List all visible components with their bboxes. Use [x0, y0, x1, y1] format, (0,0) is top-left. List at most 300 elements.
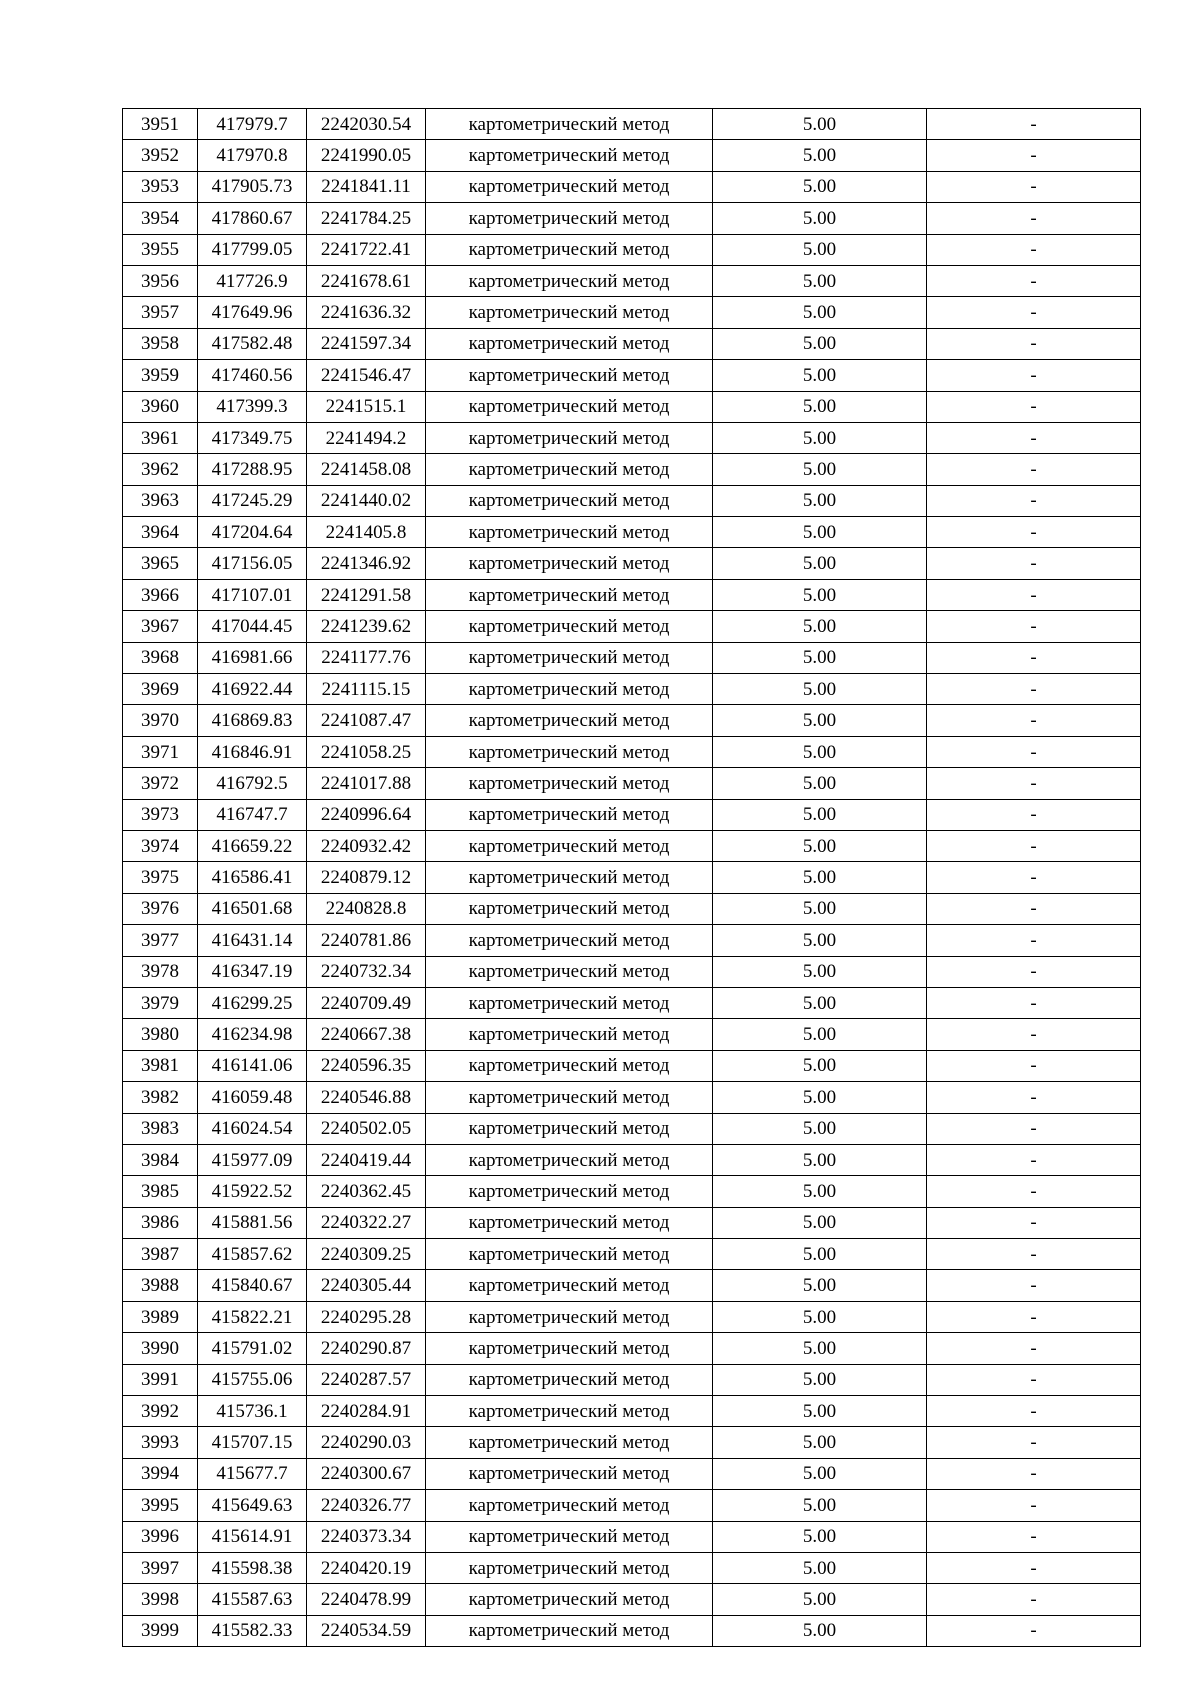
- accuracy-cell: 5.00: [713, 736, 927, 767]
- x-coordinate-cell: 417979.7: [198, 109, 307, 140]
- coordinates-table-body: [123, 109, 1141, 1647]
- table-row: [123, 862, 1141, 893]
- table-row: [123, 674, 1141, 705]
- table-row: [123, 830, 1141, 861]
- point-number-cell: 3962: [123, 454, 198, 485]
- x-coordinate-cell: 416024.54: [198, 1113, 307, 1144]
- method-cell: картометрический метод: [426, 1301, 713, 1332]
- method-cell: картометрический метод: [426, 1584, 713, 1615]
- table-row: [123, 422, 1141, 453]
- description-cell: -: [927, 391, 1141, 422]
- x-coordinate-cell: 415677.7: [198, 1458, 307, 1489]
- x-coordinate-cell: 416846.91: [198, 736, 307, 767]
- description-cell: -: [927, 642, 1141, 673]
- y-coordinate-cell: 2240305.44: [307, 1270, 426, 1301]
- method-cell: картометрический метод: [426, 1082, 713, 1113]
- description-cell: -: [927, 579, 1141, 610]
- description-cell: -: [927, 1176, 1141, 1207]
- method-cell: картометрический метод: [426, 297, 713, 328]
- x-coordinate-cell: 417288.95: [198, 454, 307, 485]
- point-number-cell: 3972: [123, 768, 198, 799]
- description-cell: -: [927, 674, 1141, 705]
- y-coordinate-cell: 2241087.47: [307, 705, 426, 736]
- accuracy-cell: 5.00: [713, 1207, 927, 1238]
- table-row: [123, 799, 1141, 830]
- point-number-cell: 3965: [123, 548, 198, 579]
- y-coordinate-cell: 2240295.28: [307, 1301, 426, 1332]
- accuracy-cell: 5.00: [713, 1270, 927, 1301]
- point-number-cell: 3956: [123, 265, 198, 296]
- accuracy-cell: 5.00: [713, 1584, 927, 1615]
- x-coordinate-cell: 416747.7: [198, 799, 307, 830]
- y-coordinate-cell: 2241405.8: [307, 517, 426, 548]
- method-cell: картометрический метод: [426, 862, 713, 893]
- accuracy-cell: 5.00: [713, 171, 927, 202]
- table-row: [123, 1584, 1141, 1615]
- description-cell: -: [927, 768, 1141, 799]
- method-cell: картометрический метод: [426, 265, 713, 296]
- point-number-cell: 3961: [123, 422, 198, 453]
- description-cell: -: [927, 203, 1141, 234]
- table-row: [123, 454, 1141, 485]
- method-cell: картометрический метод: [426, 203, 713, 234]
- method-cell: картометрический метод: [426, 987, 713, 1018]
- method-cell: картометрический метод: [426, 1019, 713, 1050]
- accuracy-cell: 5.00: [713, 140, 927, 171]
- y-coordinate-cell: 2240322.27: [307, 1207, 426, 1238]
- x-coordinate-cell: 416431.14: [198, 925, 307, 956]
- table-row: [123, 1458, 1141, 1489]
- x-coordinate-cell: 417245.29: [198, 485, 307, 516]
- point-number-cell: 3998: [123, 1584, 198, 1615]
- y-coordinate-cell: 2240932.42: [307, 830, 426, 861]
- y-coordinate-cell: 2240373.34: [307, 1521, 426, 1552]
- point-number-cell: 3967: [123, 611, 198, 642]
- x-coordinate-cell: 417905.73: [198, 171, 307, 202]
- accuracy-cell: 5.00: [713, 360, 927, 391]
- description-cell: -: [927, 1490, 1141, 1521]
- accuracy-cell: 5.00: [713, 1176, 927, 1207]
- table-row: [123, 1521, 1141, 1552]
- x-coordinate-cell: 415977.09: [198, 1144, 307, 1175]
- accuracy-cell: 5.00: [713, 391, 927, 422]
- description-cell: -: [927, 140, 1141, 171]
- point-number-cell: 3994: [123, 1458, 198, 1489]
- accuracy-cell: 5.00: [713, 1301, 927, 1332]
- accuracy-cell: 5.00: [713, 642, 927, 673]
- description-cell: -: [927, 987, 1141, 1018]
- y-coordinate-cell: 2240287.57: [307, 1364, 426, 1395]
- x-coordinate-cell: 415707.15: [198, 1427, 307, 1458]
- description-cell: -: [927, 454, 1141, 485]
- accuracy-cell: 5.00: [713, 1239, 927, 1270]
- table-row: [123, 328, 1141, 359]
- y-coordinate-cell: 2240596.35: [307, 1050, 426, 1081]
- table-row: [123, 987, 1141, 1018]
- method-cell: картометрический метод: [426, 391, 713, 422]
- point-number-cell: 3995: [123, 1490, 198, 1521]
- y-coordinate-cell: 2241017.88: [307, 768, 426, 799]
- x-coordinate-cell: 417582.48: [198, 328, 307, 359]
- accuracy-cell: 5.00: [713, 1458, 927, 1489]
- description-cell: -: [927, 1019, 1141, 1050]
- y-coordinate-cell: 2241239.62: [307, 611, 426, 642]
- point-number-cell: 3985: [123, 1176, 198, 1207]
- method-cell: картометрический метод: [426, 1521, 713, 1552]
- method-cell: картометрический метод: [426, 1333, 713, 1364]
- y-coordinate-cell: 2241458.08: [307, 454, 426, 485]
- description-cell: -: [927, 611, 1141, 642]
- x-coordinate-cell: 416981.66: [198, 642, 307, 673]
- description-cell: -: [927, 171, 1141, 202]
- table-row: [123, 297, 1141, 328]
- accuracy-cell: 5.00: [713, 422, 927, 453]
- x-coordinate-cell: 415582.33: [198, 1615, 307, 1646]
- y-coordinate-cell: 2240546.88: [307, 1082, 426, 1113]
- x-coordinate-cell: 415614.91: [198, 1521, 307, 1552]
- table-row: [123, 956, 1141, 987]
- y-coordinate-cell: 2241990.05: [307, 140, 426, 171]
- point-number-cell: 3974: [123, 830, 198, 861]
- point-number-cell: 3975: [123, 862, 198, 893]
- y-coordinate-cell: 2240732.34: [307, 956, 426, 987]
- x-coordinate-cell: 417726.9: [198, 265, 307, 296]
- x-coordinate-cell: 416586.41: [198, 862, 307, 893]
- accuracy-cell: 5.00: [713, 1427, 927, 1458]
- table-row: [123, 1333, 1141, 1364]
- y-coordinate-cell: 2241291.58: [307, 579, 426, 610]
- x-coordinate-cell: 415857.62: [198, 1239, 307, 1270]
- description-cell: -: [927, 736, 1141, 767]
- x-coordinate-cell: 415649.63: [198, 1490, 307, 1521]
- x-coordinate-cell: 416869.83: [198, 705, 307, 736]
- x-coordinate-cell: 417107.01: [198, 579, 307, 610]
- accuracy-cell: 5.00: [713, 1019, 927, 1050]
- x-coordinate-cell: 415922.52: [198, 1176, 307, 1207]
- table-row: [123, 1050, 1141, 1081]
- accuracy-cell: 5.00: [713, 611, 927, 642]
- x-coordinate-cell: 417156.05: [198, 548, 307, 579]
- method-cell: картометрический метод: [426, 1176, 713, 1207]
- table-row: [123, 109, 1141, 140]
- accuracy-cell: 5.00: [713, 1333, 927, 1364]
- y-coordinate-cell: 2241678.61: [307, 265, 426, 296]
- accuracy-cell: 5.00: [713, 674, 927, 705]
- y-coordinate-cell: 2241722.41: [307, 234, 426, 265]
- x-coordinate-cell: 417349.75: [198, 422, 307, 453]
- point-number-cell: 3991: [123, 1364, 198, 1395]
- description-cell: -: [927, 1521, 1141, 1552]
- x-coordinate-cell: 415881.56: [198, 1207, 307, 1238]
- description-cell: -: [927, 109, 1141, 140]
- y-coordinate-cell: 2241636.32: [307, 297, 426, 328]
- point-number-cell: 3951: [123, 109, 198, 140]
- method-cell: картометрический метод: [426, 422, 713, 453]
- method-cell: картометрический метод: [426, 925, 713, 956]
- description-cell: -: [927, 925, 1141, 956]
- description-cell: -: [927, 265, 1141, 296]
- table-row: [123, 391, 1141, 422]
- method-cell: картометрический метод: [426, 736, 713, 767]
- description-cell: -: [927, 862, 1141, 893]
- description-cell: -: [927, 1364, 1141, 1395]
- method-cell: картометрический метод: [426, 579, 713, 610]
- accuracy-cell: 5.00: [713, 1113, 927, 1144]
- y-coordinate-cell: 2240290.87: [307, 1333, 426, 1364]
- accuracy-cell: 5.00: [713, 485, 927, 516]
- y-coordinate-cell: 2242030.54: [307, 109, 426, 140]
- method-cell: картометрический метод: [426, 830, 713, 861]
- table-row: [123, 925, 1141, 956]
- point-number-cell: 3968: [123, 642, 198, 673]
- table-row: [123, 1552, 1141, 1583]
- accuracy-cell: 5.00: [713, 799, 927, 830]
- x-coordinate-cell: 415587.63: [198, 1584, 307, 1615]
- accuracy-cell: 5.00: [713, 1144, 927, 1175]
- point-number-cell: 3989: [123, 1301, 198, 1332]
- description-cell: -: [927, 360, 1141, 391]
- point-number-cell: 3953: [123, 171, 198, 202]
- table-row: [123, 1176, 1141, 1207]
- x-coordinate-cell: 415822.21: [198, 1301, 307, 1332]
- method-cell: картометрический метод: [426, 1490, 713, 1521]
- point-number-cell: 3971: [123, 736, 198, 767]
- method-cell: картометрический метод: [426, 768, 713, 799]
- method-cell: картометрический метод: [426, 674, 713, 705]
- table-row: [123, 893, 1141, 924]
- y-coordinate-cell: 2240309.25: [307, 1239, 426, 1270]
- x-coordinate-cell: 415598.38: [198, 1552, 307, 1583]
- method-cell: картометрический метод: [426, 611, 713, 642]
- y-coordinate-cell: 2240879.12: [307, 862, 426, 893]
- point-number-cell: 3984: [123, 1144, 198, 1175]
- x-coordinate-cell: 417044.45: [198, 611, 307, 642]
- method-cell: картометрический метод: [426, 893, 713, 924]
- description-cell: -: [927, 1239, 1141, 1270]
- table-row: [123, 265, 1141, 296]
- accuracy-cell: 5.00: [713, 925, 927, 956]
- method-cell: картометрический метод: [426, 1270, 713, 1301]
- point-number-cell: 3997: [123, 1552, 198, 1583]
- x-coordinate-cell: 416059.48: [198, 1082, 307, 1113]
- point-number-cell: 3970: [123, 705, 198, 736]
- method-cell: картометрический метод: [426, 328, 713, 359]
- accuracy-cell: 5.00: [713, 893, 927, 924]
- table-row: [123, 1490, 1141, 1521]
- description-cell: -: [927, 956, 1141, 987]
- table-row: [123, 360, 1141, 391]
- description-cell: -: [927, 1207, 1141, 1238]
- accuracy-cell: 5.00: [713, 862, 927, 893]
- table-row: [123, 1144, 1141, 1175]
- y-coordinate-cell: 2241597.34: [307, 328, 426, 359]
- y-coordinate-cell: 2240420.19: [307, 1552, 426, 1583]
- point-number-cell: 3952: [123, 140, 198, 171]
- accuracy-cell: 5.00: [713, 768, 927, 799]
- table-row: [123, 234, 1141, 265]
- table-row: [123, 768, 1141, 799]
- description-cell: -: [927, 1082, 1141, 1113]
- method-cell: картометрический метод: [426, 799, 713, 830]
- accuracy-cell: 5.00: [713, 830, 927, 861]
- table-row: [123, 1239, 1141, 1270]
- table-row: [123, 1427, 1141, 1458]
- x-coordinate-cell: 415840.67: [198, 1270, 307, 1301]
- accuracy-cell: 5.00: [713, 579, 927, 610]
- method-cell: картометрический метод: [426, 1207, 713, 1238]
- point-number-cell: 3983: [123, 1113, 198, 1144]
- point-number-cell: 3954: [123, 203, 198, 234]
- description-cell: -: [927, 234, 1141, 265]
- y-coordinate-cell: 2241546.47: [307, 360, 426, 391]
- description-cell: -: [927, 1144, 1141, 1175]
- accuracy-cell: 5.00: [713, 203, 927, 234]
- description-cell: -: [927, 705, 1141, 736]
- accuracy-cell: 5.00: [713, 1490, 927, 1521]
- accuracy-cell: 5.00: [713, 956, 927, 987]
- y-coordinate-cell: 2241177.76: [307, 642, 426, 673]
- accuracy-cell: 5.00: [713, 1521, 927, 1552]
- point-number-cell: 3976: [123, 893, 198, 924]
- description-cell: -: [927, 1333, 1141, 1364]
- method-cell: картометрический метод: [426, 1615, 713, 1646]
- y-coordinate-cell: 2240300.67: [307, 1458, 426, 1489]
- x-coordinate-cell: 416501.68: [198, 893, 307, 924]
- description-cell: -: [927, 1552, 1141, 1583]
- method-cell: картометрический метод: [426, 234, 713, 265]
- table-row: [123, 548, 1141, 579]
- description-cell: -: [927, 517, 1141, 548]
- table-row: [123, 485, 1141, 516]
- method-cell: картометрический метод: [426, 1427, 713, 1458]
- method-cell: картометрический метод: [426, 548, 713, 579]
- description-cell: -: [927, 1427, 1141, 1458]
- description-cell: -: [927, 1113, 1141, 1144]
- point-number-cell: 3959: [123, 360, 198, 391]
- table-row: [123, 736, 1141, 767]
- description-cell: -: [927, 1270, 1141, 1301]
- point-number-cell: 3980: [123, 1019, 198, 1050]
- table-row: [123, 579, 1141, 610]
- description-cell: -: [927, 799, 1141, 830]
- accuracy-cell: 5.00: [713, 1082, 927, 1113]
- table-row: [123, 1301, 1141, 1332]
- table-row: [123, 1207, 1141, 1238]
- y-coordinate-cell: 2240667.38: [307, 1019, 426, 1050]
- method-cell: картометрический метод: [426, 454, 713, 485]
- accuracy-cell: 5.00: [713, 1396, 927, 1427]
- point-number-cell: 3979: [123, 987, 198, 1018]
- description-cell: -: [927, 893, 1141, 924]
- description-cell: -: [927, 1615, 1141, 1646]
- x-coordinate-cell: 417399.3: [198, 391, 307, 422]
- method-cell: картометрический метод: [426, 1113, 713, 1144]
- accuracy-cell: 5.00: [713, 1364, 927, 1395]
- x-coordinate-cell: 416234.98: [198, 1019, 307, 1050]
- table-row: [123, 203, 1141, 234]
- table-row: [123, 517, 1141, 548]
- method-cell: картометрический метод: [426, 517, 713, 548]
- y-coordinate-cell: 2241784.25: [307, 203, 426, 234]
- description-cell: -: [927, 1301, 1141, 1332]
- point-number-cell: 3969: [123, 674, 198, 705]
- accuracy-cell: 5.00: [713, 265, 927, 296]
- accuracy-cell: 5.00: [713, 328, 927, 359]
- accuracy-cell: 5.00: [713, 1552, 927, 1583]
- description-cell: -: [927, 422, 1141, 453]
- method-cell: картометрический метод: [426, 1050, 713, 1081]
- table-row: [123, 611, 1141, 642]
- x-coordinate-cell: 415736.1: [198, 1396, 307, 1427]
- method-cell: картометрический метод: [426, 1396, 713, 1427]
- method-cell: картометрический метод: [426, 1458, 713, 1489]
- method-cell: картометрический метод: [426, 1552, 713, 1583]
- method-cell: картометрический метод: [426, 642, 713, 673]
- x-coordinate-cell: 417204.64: [198, 517, 307, 548]
- accuracy-cell: 5.00: [713, 705, 927, 736]
- method-cell: картометрический метод: [426, 956, 713, 987]
- point-number-cell: 3960: [123, 391, 198, 422]
- coordinates-table: [122, 108, 1141, 1647]
- point-number-cell: 3996: [123, 1521, 198, 1552]
- x-coordinate-cell: 416922.44: [198, 674, 307, 705]
- y-coordinate-cell: 2241515.1: [307, 391, 426, 422]
- accuracy-cell: 5.00: [713, 517, 927, 548]
- y-coordinate-cell: 2240284.91: [307, 1396, 426, 1427]
- accuracy-cell: 5.00: [713, 548, 927, 579]
- method-cell: картометрический метод: [426, 360, 713, 391]
- description-cell: -: [927, 830, 1141, 861]
- description-cell: -: [927, 485, 1141, 516]
- method-cell: картометрический метод: [426, 109, 713, 140]
- y-coordinate-cell: 2241346.92: [307, 548, 426, 579]
- y-coordinate-cell: 2240502.05: [307, 1113, 426, 1144]
- x-coordinate-cell: 416659.22: [198, 830, 307, 861]
- point-number-cell: 3992: [123, 1396, 198, 1427]
- point-number-cell: 3986: [123, 1207, 198, 1238]
- description-cell: -: [927, 1584, 1141, 1615]
- description-cell: -: [927, 297, 1141, 328]
- y-coordinate-cell: 2240326.77: [307, 1490, 426, 1521]
- point-number-cell: 3982: [123, 1082, 198, 1113]
- point-number-cell: 3977: [123, 925, 198, 956]
- method-cell: картометрический метод: [426, 1364, 713, 1395]
- table-row: [123, 1270, 1141, 1301]
- description-cell: -: [927, 1458, 1141, 1489]
- table-row: [123, 642, 1141, 673]
- table-row: [123, 171, 1141, 202]
- table-row: [123, 705, 1141, 736]
- accuracy-cell: 5.00: [713, 454, 927, 485]
- point-number-cell: 3958: [123, 328, 198, 359]
- y-coordinate-cell: 2240478.99: [307, 1584, 426, 1615]
- x-coordinate-cell: 416299.25: [198, 987, 307, 1018]
- y-coordinate-cell: 2240996.64: [307, 799, 426, 830]
- y-coordinate-cell: 2240828.8: [307, 893, 426, 924]
- x-coordinate-cell: 415791.02: [198, 1333, 307, 1364]
- x-coordinate-cell: 417799.05: [198, 234, 307, 265]
- y-coordinate-cell: 2241494.2: [307, 422, 426, 453]
- y-coordinate-cell: 2240419.44: [307, 1144, 426, 1175]
- x-coordinate-cell: 417460.56: [198, 360, 307, 391]
- point-number-cell: 3973: [123, 799, 198, 830]
- x-coordinate-cell: 416141.06: [198, 1050, 307, 1081]
- method-cell: картометрический метод: [426, 485, 713, 516]
- accuracy-cell: 5.00: [713, 1050, 927, 1081]
- point-number-cell: 3966: [123, 579, 198, 610]
- method-cell: картометрический метод: [426, 705, 713, 736]
- y-coordinate-cell: 2240709.49: [307, 987, 426, 1018]
